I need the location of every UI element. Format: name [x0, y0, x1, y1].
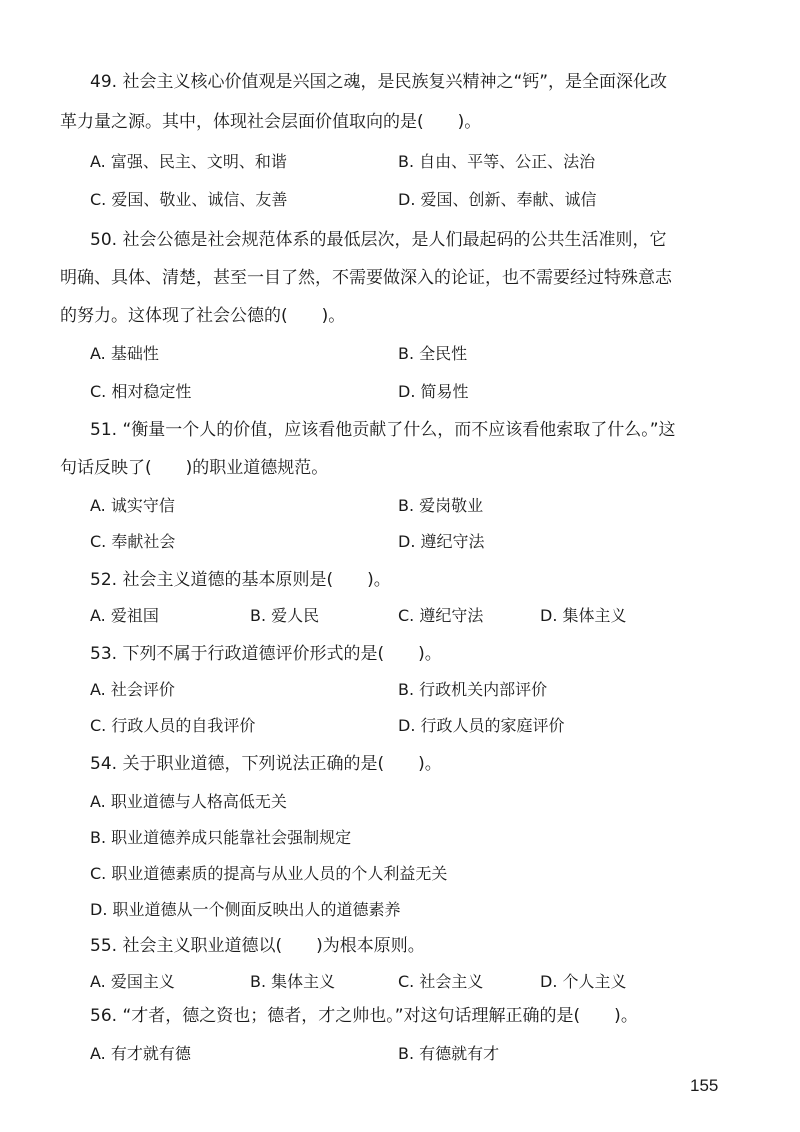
- question-51-option-c: C. 奉献社会: [90, 532, 176, 551]
- question-54-option-d: D. 职业道德从一个侧面反映出人的道德素养: [90, 900, 401, 919]
- question-50-option-a: A. 基础性: [90, 344, 159, 363]
- question-56-line-1: 56. “才者，德之资也；德者，才之帅也。”对这句话理解正确的是( )。: [90, 1006, 638, 1026]
- question-50-option-b: B. 全民性: [398, 344, 468, 363]
- question-54-line-1: 54. 关于职业道德，下列说法正确的是( )。: [90, 754, 442, 774]
- question-54-option-a: A. 职业道德与人格高低无关: [90, 792, 287, 811]
- question-51-line-2: 句话反映了( )的职业道德规范。: [60, 458, 329, 478]
- question-50-option-d: D. 简易性: [398, 382, 469, 401]
- question-53-line-1: 53. 下列不属于行政道德评价形式的是( )。: [90, 644, 442, 664]
- question-49-option-d: D. 爱国、创新、奉献、诚信: [398, 190, 597, 209]
- question-52-option-a: A. 爱祖国: [90, 606, 159, 625]
- question-53-option-d: D. 行政人员的家庭评价: [398, 716, 565, 735]
- question-52-option-d: D. 集体主义: [540, 606, 627, 625]
- question-54-option-b: B. 职业道德养成只能靠社会强制规定: [90, 828, 352, 847]
- question-53-option-b: B. 行政机关内部评价: [398, 680, 548, 699]
- question-55-option-b: B. 集体主义: [250, 972, 336, 991]
- question-49-line-2: 革力量之源。其中，体现社会层面价值取向的是( )。: [60, 112, 482, 132]
- question-49-line-1: 49. 社会主义核心价值观是兴国之魂，是民族复兴精神之“钙”，是全面深化改: [90, 72, 668, 92]
- question-49-option-c: C. 爱国、敬业、诚信、友善: [90, 190, 288, 209]
- question-55-option-c: C. 社会主义: [398, 972, 484, 991]
- question-51-line-1: 51. “衡量一个人的价值，应该看他贡献了什么，而不应该看他索取了什么。”这: [90, 420, 676, 440]
- question-50-line-1: 50. 社会公德是社会规范体系的最低层次，是人们最起码的公共生活准则，它: [90, 230, 667, 250]
- question-52-line-1: 52. 社会主义道德的基本原则是( )。: [90, 570, 391, 590]
- question-51-option-a: A. 诚实守信: [90, 496, 175, 515]
- question-55-line-1: 55. 社会主义职业道德以( )为根本原则。: [90, 936, 425, 956]
- question-50-option-c: C. 相对稳定性: [90, 382, 192, 401]
- question-49-option-b: B. 自由、平等、公正、法治: [398, 152, 596, 171]
- question-52-option-b: B. 爱人民: [250, 606, 320, 625]
- question-51-option-d: D. 遵纪守法: [398, 532, 485, 551]
- question-56-option-a: A. 有才就有德: [90, 1044, 191, 1063]
- question-55-option-d: D. 个人主义: [540, 972, 627, 991]
- question-50-line-3: 的努力。这体现了社会公德的( )。: [60, 306, 346, 326]
- question-56-option-b: B. 有德就有才: [398, 1044, 500, 1063]
- question-52-option-c: C. 遵纪守法: [398, 606, 484, 625]
- question-54-option-c: C. 职业道德素质的提高与从业人员的个人利益无关: [90, 864, 448, 883]
- question-50-line-2: 明确、具体、清楚，甚至一目了然，不需要做深入的论证，也不需要经过特殊意志: [60, 268, 672, 288]
- question-53-option-a: A. 社会评价: [90, 680, 175, 699]
- question-53-option-c: C. 行政人员的自我评价: [90, 716, 256, 735]
- question-51-option-b: B. 爱岗敬业: [398, 496, 484, 515]
- question-55-option-a: A. 爱国主义: [90, 972, 175, 991]
- page-number: 155: [690, 1076, 719, 1095]
- question-49-option-a: A. 富强、民主、文明、和谐: [90, 152, 287, 171]
